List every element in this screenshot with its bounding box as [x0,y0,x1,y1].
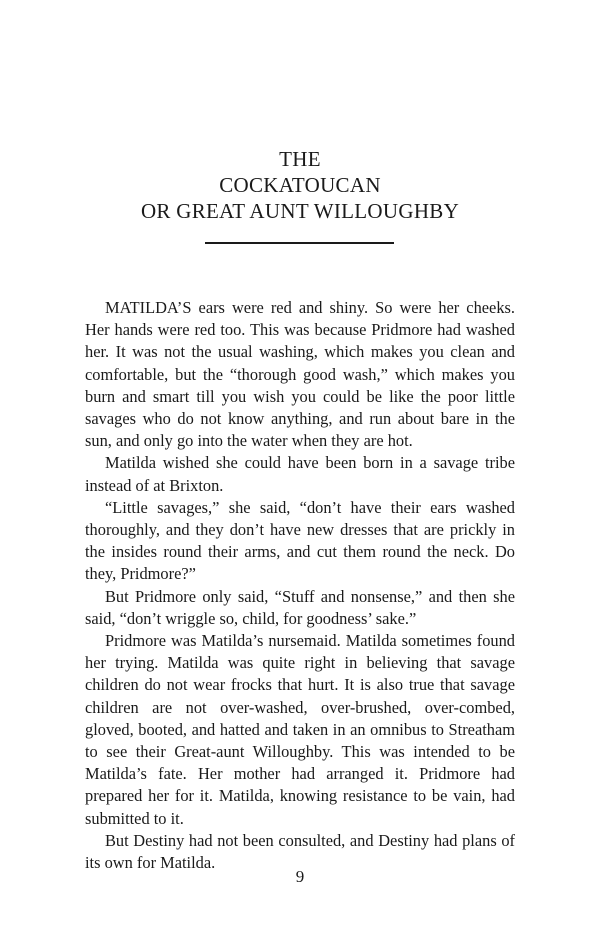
chapter-body [85,297,515,874]
paragraph: Matilda wished she could have been born in a savage tribe instead of at Brixton. [85,453,515,495]
paragraph: MATILDA’S ears were red and shiny. So were her cheeks. Her hands were red too. This was because Pridmore had washed her. It was not the usual washing, which makes you clean and comfortable, but the “thorough good wash,” which makes you burn and smart till you wish you could be like the poor little savages who do not know anything, and run about bare in the sun, and only go into the water when they are hot. [85,298,515,451]
title-divider [205,242,394,244]
chapter-title-line: COCKATOUCAN [219,173,381,197]
paragraph: But Destiny had not been consulted, and Destiny had plans of its own for Matilda. [85,830,515,873]
paragraph: “Little savages,” she said, “don’t have their ears washed thoroughly, and they don’t have new dresses that are prickly in the insides round their arms, and cut them round the neck. Do they, Pridmore?” [85,497,515,584]
chapter-title-line: OR GREAT AUNT WILLOUGHBY [140,199,460,223]
chapter-title [0,146,600,224]
paragraph: Pridmore was Matilda’s nursemaid. Matilda sometimes found her trying. Matilda was quite right in believing that savage children do not wear frocks that hurt. It is also true that savage children are not over-washed, over-brushed, over-combed, gloved, booted, and hatted and taken in an omnibus to Streatham to see their Great-aunt Willoughby. This was intended to be Matilda’s fate. Her mother had arranged it. Pridmore had prepared her for it. Matilda, knowing resistance to be vain, had submitted to it. [85,631,515,828]
chapter-title-line: THE [279,147,321,171]
page-number: 9 [295,867,305,886]
paragraph: But Pridmore only said, “Stuff and nonsense,” and then she said, “don’t wriggle so, child, for goodness’ sake.” [85,586,515,628]
